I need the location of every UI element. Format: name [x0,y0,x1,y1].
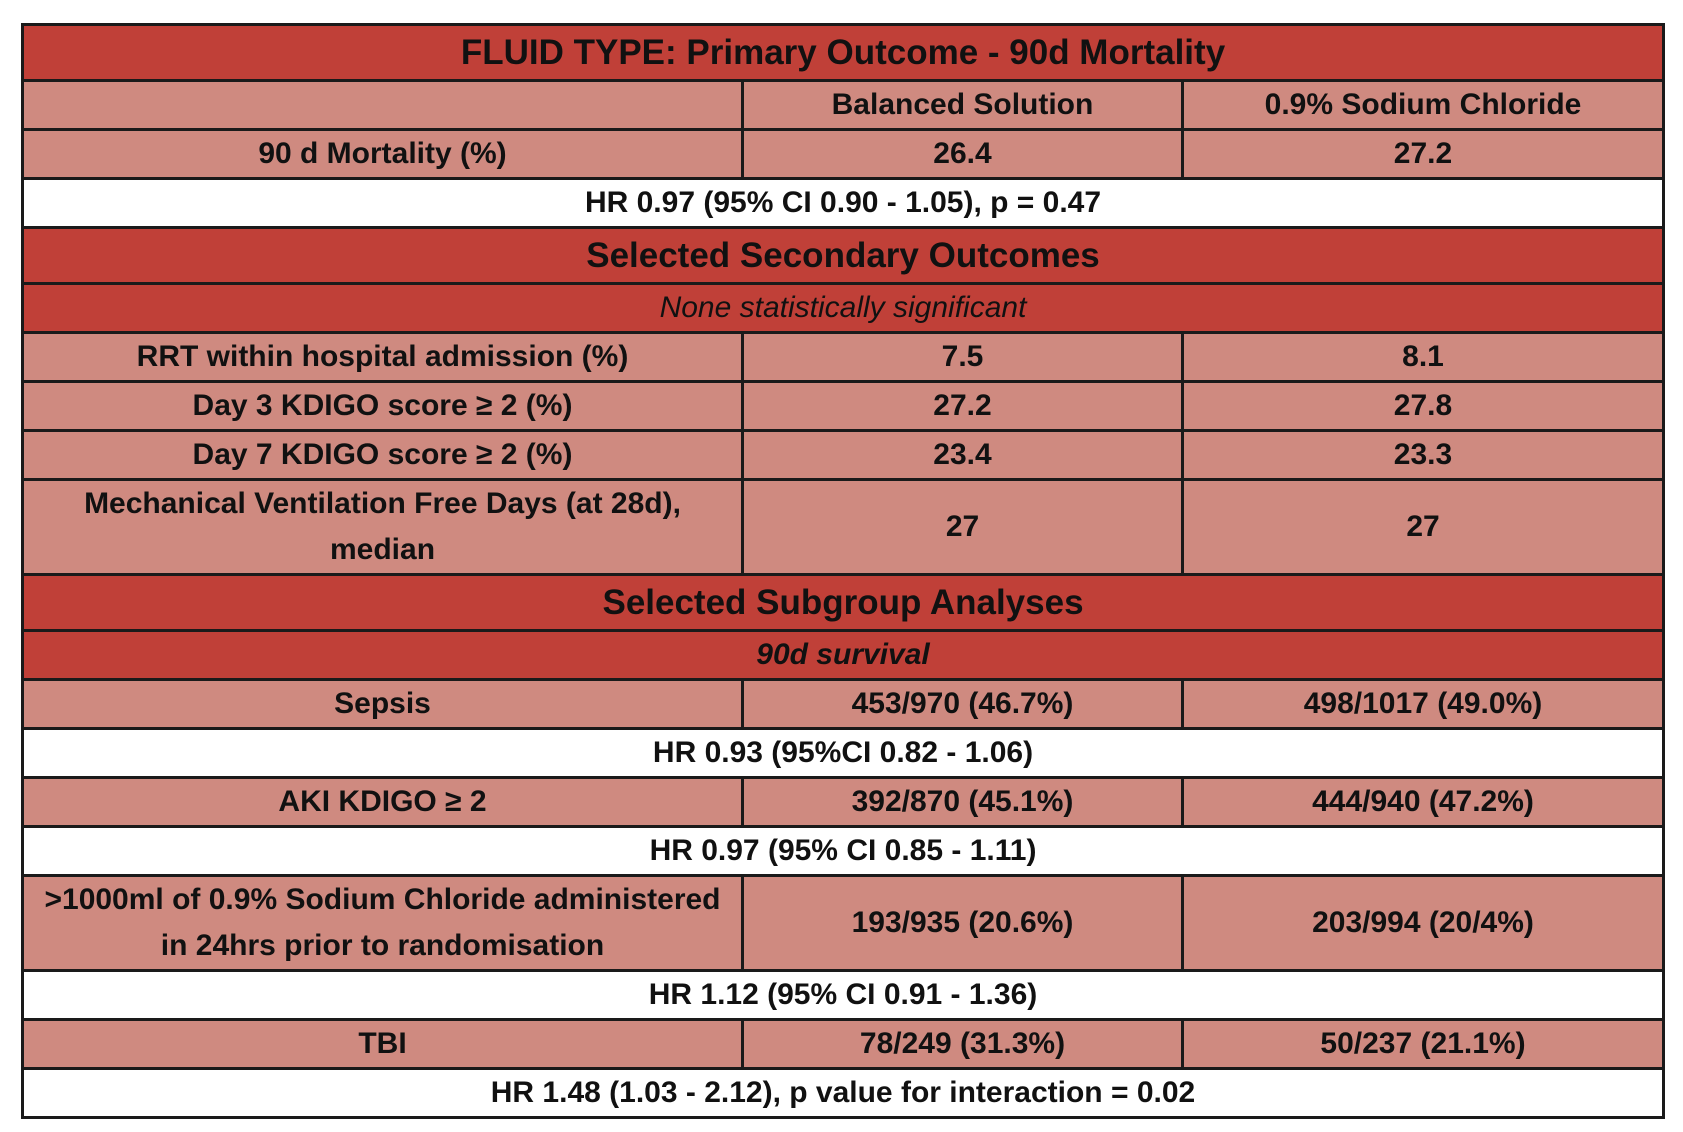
subgroup-hr-row [23,1069,1664,1118]
nacl-value: 444/940 (47.2%) [1183,778,1664,827]
balanced-value: 23.4 [743,431,1183,480]
row-label: Day 3 KDIGO score ≥ 2 (%) [23,382,743,431]
row-label: 90 d Mortality (%) [23,130,743,179]
section-title: Selected Subgroup Analyses [23,575,1664,631]
hazard-ratio-note: HR 1.12 (95% CI 0.91 - 1.36) [23,971,1664,1020]
balanced-value: 78/249 (31.3%) [743,1020,1183,1069]
nacl-value: 498/1017 (49.0%) [1183,680,1664,729]
subgroup-subtitle-row [23,631,1664,680]
hazard-ratio-note: HR 0.97 (95% CI 0.85 - 1.11) [23,827,1664,876]
primary-hr-row [23,179,1664,228]
subgroup-hr-row [23,827,1664,876]
column-header-nacl: 0.9% Sodium Chloride [1183,81,1664,130]
hazard-ratio-note: HR 1.48 (1.03 - 2.12), p value for interaction = 0.02 [23,1069,1664,1118]
subgroup-hr-row [23,971,1664,1020]
title-row [23,25,1664,81]
secondary-row [23,480,1664,575]
subgroup-row [23,680,1664,729]
subgroup-title-row [23,575,1664,631]
secondary-row [23,431,1664,480]
row-label: AKI KDIGO ≥ 2 [23,778,743,827]
nacl-value: 203/994 (20/4%) [1183,876,1664,971]
column-header-blank [23,81,743,130]
subgroup-row [23,1020,1664,1069]
nacl-value: 27.2 [1183,130,1664,179]
subgroup-row [23,876,1664,971]
balanced-value: 453/970 (46.7%) [743,680,1183,729]
row-label: TBI [23,1020,743,1069]
secondary-row [23,382,1664,431]
nacl-value: 8.1 [1183,333,1664,382]
row-label: >1000ml of 0.9% Sodium Chloride administered in 24hrs prior to randomisation [23,876,743,971]
balanced-value: 26.4 [743,130,1183,179]
nacl-value: 27.8 [1183,382,1664,431]
secondary-title-row [23,228,1664,284]
nacl-value: 50/237 (21.1%) [1183,1020,1664,1069]
primary-outcome-row [23,130,1664,179]
row-label: Mechanical Ventilation Free Days (at 28d), median [23,480,743,575]
row-label: Day 7 KDIGO score ≥ 2 (%) [23,431,743,480]
column-header-balanced: Balanced Solution [743,81,1183,130]
nacl-value: 23.3 [1183,431,1664,480]
row-label: Sepsis [23,680,743,729]
hazard-ratio-note: HR 0.93 (95%CI 0.82 - 1.06) [23,729,1664,778]
section-title: Selected Secondary Outcomes [23,228,1664,284]
secondary-row [23,333,1664,382]
balanced-value: 7.5 [743,333,1183,382]
subgroup-hr-row [23,729,1664,778]
nacl-value: 27 [1183,480,1664,575]
balanced-value: 27 [743,480,1183,575]
balanced-value: 193/935 (20.6%) [743,876,1183,971]
secondary-subtitle-row [23,284,1664,333]
balanced-value: 392/870 (45.1%) [743,778,1183,827]
row-label: RRT within hospital admission (%) [23,333,743,382]
hazard-ratio-note: HR 0.97 (95% CI 0.90 - 1.05), p = 0.47 [23,179,1664,228]
section-subtitle: 90d survival [23,631,1664,680]
table-title: FLUID TYPE: Primary Outcome - 90d Mortality [23,25,1664,81]
balanced-value: 27.2 [743,382,1183,431]
subgroup-row [23,778,1664,827]
column-header-row [23,81,1664,130]
outcomes-table [21,23,1665,1119]
section-subtitle: None statistically significant [23,284,1664,333]
